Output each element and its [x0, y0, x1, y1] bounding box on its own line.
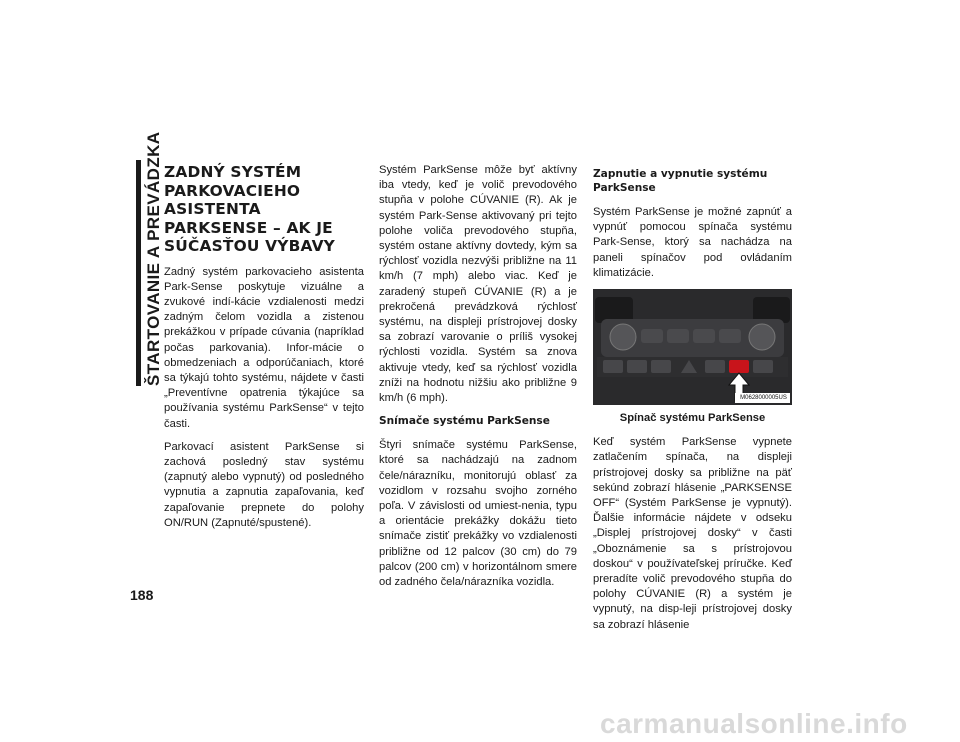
column-middle	[379, 163, 577, 598]
paragraph: Systém ParkSense môže byť aktívny iba vtedy, keď je volič prevodového stupňa v polohe CÚVANIE (R). Ak je systém Park-Sense aktivovaný pri tejto polohe voliča prevodového stupňa, systém ostane aktívny dovtedy, kým sa rýchlosť vozidla nezvýši približne na 11 km/h (7 mph) alebo viac. Keď je zaradený stupeň CÚVANIE (R) a je prekročená prevádzková rýchlosť systému, na displeji prístrojovej dosky sa zobrazí varovanie o príliš vysokej rýchlosti vozidla. Systém sa znova aktivuje vtedy, keď sa rýchlosť vozidla zníži na hodnotu nižšiu ako približne 9 km/h (6 mph).	[379, 164, 577, 405]
column-right	[593, 163, 792, 641]
image-code: M0628000005US	[740, 395, 787, 402]
column-left	[164, 163, 364, 539]
paragraph: Parkovací asistent ParkSense si zachová posledný stav systému (zapnutý alebo vypnutý) od posledného vypnutia a zapnutia zapaľovania, keď zapaľovanie prepnete do polohy ON/RUN (Zapnuté/spustené).	[164, 440, 364, 529]
parksense-switch-photo	[593, 289, 792, 405]
section-title: ZADNÝ SYSTÉM PARKOVACIEHO ASISTENTA PARKSENSE – AK JE SÚČASŤOU VÝBAVY	[164, 163, 336, 255]
chapter-title: ŠTARTOVANIE A PREVÁDZKA	[144, 131, 163, 386]
side-tab-bar	[136, 160, 141, 386]
paragraph: Keď systém ParkSense vypnete zatlačením spínača, na displeji prístrojovej dosky sa približne na päť sekúnd zobrazí hlásenie „PARKSENSE OFF“ (Systém ParkSense je vypnutý). Ďalšie informácie nájdete v odseku „Displej prístrojovej dosky“ v časti „Oboznámenie sa s prístrojovou doskou“ v používateľskej príručke. Keď preradíte volič prevodového stupňa do polohy CÚVANIE (R) a systém je vypnutý, na disp-leji prístrojovej dosky sa zobrazí hlásenie	[593, 436, 792, 631]
subsection-heading: Snímače systému ParkSense	[379, 415, 550, 428]
chapter-side-tab	[136, 131, 164, 560]
page-number: 188	[130, 587, 154, 603]
figure-caption: Spínač systému ParkSense	[619, 412, 766, 425]
paragraph: Zadný systém parkovacieho asistenta Park-Sense poskytuje vizuálne a zvukové indí-kácie vzdialenosti medzi zadným čelom vozidla a zistenou prekážkou v prípade cúvania (napríklad počas parkovania). Infor-mácie o obmedzeniach a odporúčaniach, ktoré sa týkajú tohto systému, nájdete v časti „Preventívne opatrenia týkajúce sa používania systému ParkSense“ v tejto časti.	[164, 265, 364, 430]
paragraph: Systém ParkSense je možné zapnúť a vypnúť pomocou spínača systému Park-Sense, ktorý sa nachádza na paneli spínačov pod ovládaním klimatizácie.	[593, 206, 792, 279]
switch-panel-illustration	[593, 289, 792, 405]
watermark: carmanualsonline.info	[600, 708, 908, 739]
paragraph: Štyri snímače systému ParkSense, ktoré sa nachádzajú na zadnom čele/nárazníku, monitorujú oblasť za vozidlom v rozsahu svojho zorného poľa. V závislosti od umiest-nenia, typu a orientácie prekážky dokážu tieto snímače zistiť prekážky vo vzdialenosti približne od 12 palcov (30 cm) do 79 palcov (200 cm) v horizontálnom smere od zadného čela/nárazníka vozidla.	[379, 439, 577, 589]
subsection-heading: Zapnutie a vypnutie systému ParkSense	[593, 168, 768, 194]
